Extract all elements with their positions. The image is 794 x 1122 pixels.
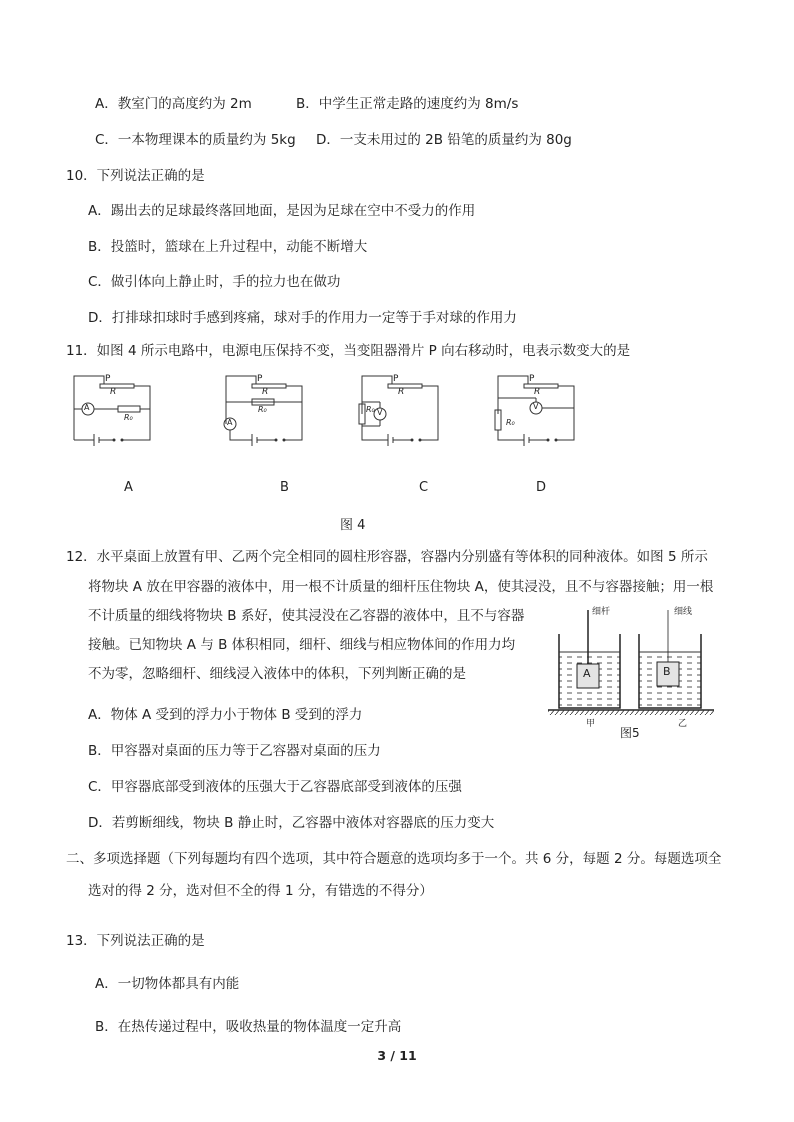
figure-5-yi-label: 乙: [678, 719, 688, 729]
q12-line-3: 不计质量的细线将物块 B 系好，使其浸没在乙容器的液体中，且不与容器: [88, 608, 525, 624]
figure-5-block-b: B: [663, 665, 671, 678]
q12-line-2: 将物块 A 放在甲容器的液体中，用一根不计质量的细杆压住物块 A，使其浸没，且不与容器接触；用一根: [88, 579, 714, 595]
q12-line-1: 12．水平桌面上放置有甲、乙两个完全相同的圆柱形容器，容器内分别盛有等体积的同种液体。如图 5 所示: [66, 549, 708, 565]
q13-option-a: A．一切物体都具有内能: [95, 976, 240, 992]
q13-stem: 13．下列说法正确的是: [66, 933, 205, 949]
circuit-d-r0-label: R₀: [506, 418, 515, 427]
section-2-heading-line-2: 选对的得 2 分，选对但不全的得 1 分，有错选的不得分）: [88, 883, 433, 899]
q10-stem: 10．下列说法正确的是: [66, 168, 205, 184]
q12-line-5: 不为零，忽略细杆、细线浸入液体中的体积，下列判断正确的是: [88, 666, 466, 682]
page-number: 3 / 11: [377, 1048, 417, 1063]
figure-5-containers: [546, 600, 716, 720]
circuit-label-d: D: [536, 480, 547, 495]
q9-option-c: C．一本物理课本的质量约为 5kg: [95, 132, 296, 148]
q12-line-4: 接触。已知物块 A 与 B 体积相同，细杆、细线与相应物体间的作用力均: [88, 637, 516, 653]
q12-option-b: B．甲容器对桌面的压力等于乙容器对桌面的压力: [88, 743, 381, 759]
circuit-c-meter-label: V: [377, 408, 383, 417]
circuit-label-b: B: [280, 480, 289, 495]
section-2-heading-line-1: 二、多项选择题（下列每题均有四个选项，其中符合题意的选项均多于一个。共 6 分，每题 2 分。每题选项全: [66, 851, 722, 867]
circuit-d-r-label: R: [534, 387, 541, 397]
figure-4-caption: 图 4: [340, 518, 366, 533]
q12-option-c: C．甲容器底部受到液体的压强大于乙容器底部受到液体的压强: [88, 779, 462, 795]
circuit-b-r-label: R: [262, 387, 269, 397]
circuit-a-meter-label: A: [84, 403, 90, 412]
q10-option-b: B．投篮时，篮球在上升过程中，动能不断增大: [88, 239, 368, 255]
circuit-c-r0-label: R₀: [366, 405, 375, 414]
circuit-a-p-label: P: [105, 374, 111, 384]
q10-option-a: A．踢出去的足球最终落回地面，是因为足球在空中不受力的作用: [88, 203, 476, 219]
q9-option-a: A．教室门的高度约为 2m: [95, 96, 252, 112]
figure-5-rod-label: 细杆: [592, 607, 611, 617]
circuit-a-r-label: R: [110, 387, 117, 397]
circuit-b: [222, 374, 312, 446]
q9-option-b: B．中学生正常走路的速度约为 8m/s: [296, 96, 519, 112]
circuit-c-p-label: P: [393, 374, 399, 384]
circuit-label-c: C: [419, 480, 429, 495]
figure-5-jia-label: 甲: [586, 719, 596, 729]
circuit-a-r0-label: R₀: [124, 413, 133, 422]
circuit-b-meter-label: A: [227, 418, 233, 427]
figure-5-caption: 图5: [620, 726, 640, 740]
circuit-d-meter-label: V: [533, 402, 539, 411]
circuit-d: [494, 374, 584, 446]
q9-option-d: D．一支未用过的 2B 铅笔的质量约为 80g: [316, 132, 572, 148]
q12-option-a: A．物体 A 受到的浮力小于物体 B 受到的浮力: [88, 707, 363, 723]
q13-option-b: B．在热传递过程中，吸收热量的物体温度一定升高: [95, 1019, 402, 1035]
circuit-d-p-label: P: [529, 374, 535, 384]
circuit-b-r0-label: R₀: [258, 405, 267, 414]
circuit-label-a: A: [124, 480, 133, 495]
q12-option-d: D．若剪断细线，物块 B 静止时，乙容器中液体对容器底的压力变大: [88, 815, 495, 831]
figure-5-thread-label: 细线: [674, 607, 693, 617]
q10-option-d: D．打排球扣球时手感到疼痛，球对手的作用力一定等于手对球的作用力: [88, 310, 517, 326]
circuit-b-p-label: P: [257, 374, 263, 384]
figure-5-block-a: A: [583, 667, 591, 680]
q11-stem: 11．如图 4 所示电路中，电源电压保持不变，当变阻器滑片 P 向右移动时，电表示数变大的是: [66, 343, 631, 359]
q10-option-c: C．做引体向上静止时，手的拉力也在做功: [88, 274, 341, 290]
circuit-c-r-label: R: [398, 387, 405, 397]
